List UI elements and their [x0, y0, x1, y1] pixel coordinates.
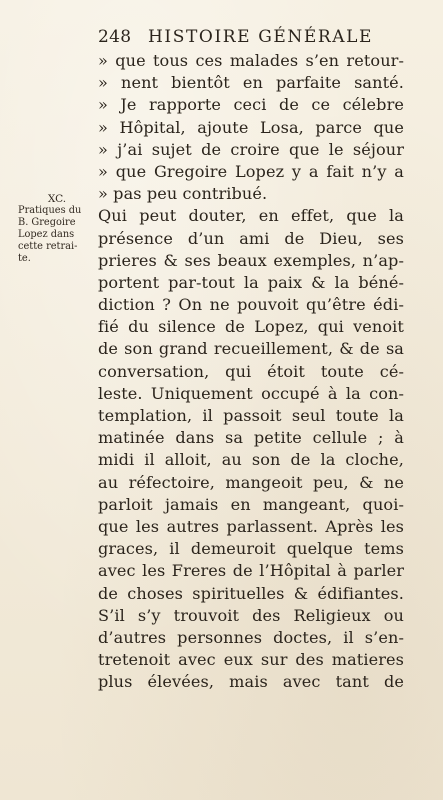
text-line: midi il alloit, au son de la cloche,: [98, 450, 404, 470]
margin-note: [18, 193, 96, 265]
text-line: conversation, qui étoit toute cé-: [98, 361, 404, 381]
text-line: parloit jamais en mangeant, quoi-: [98, 494, 404, 514]
text-line: » nent bientôt en parfaite santé.: [98, 73, 404, 93]
margin-note-line: te.: [18, 253, 31, 264]
margin-note-line: Pratiques du: [18, 205, 82, 216]
margin-note-number: XC.: [47, 193, 67, 205]
text-line: plus élevées, mais avec tant de: [98, 672, 404, 692]
text-line: Qui peut douter, en effet, que la: [98, 206, 404, 226]
text-line: avec les Freres de l’Hôpital à parler: [98, 561, 404, 581]
text-line: » j’ai sujet de croire que le séjour: [98, 139, 404, 159]
text-line: matinée dans sa petite cellule ; à: [98, 428, 404, 448]
text-line: que les autres parlassent. Après les: [98, 516, 404, 536]
text-line: portent par-tout la paix & la béné-: [98, 272, 404, 292]
running-title: HISTOIRE GÉNÉRALE: [148, 27, 374, 47]
page-number: 248: [98, 27, 132, 47]
margin-note-line: cette retrai-: [18, 241, 78, 252]
page-header: [98, 27, 413, 51]
text-line: » pas peu contribué.: [98, 184, 268, 204]
text-line: de choses spirituelles & édifiantes.: [98, 583, 404, 603]
text-line: présence d’un ami de Dieu, ses: [98, 228, 404, 248]
text-line: de son grand recueillement, & de sa: [98, 339, 404, 359]
text-line: » Hôpital, ajoute Losa, parce que: [98, 117, 404, 137]
text-line: » que tous ces malades s’en retour-: [98, 51, 404, 70]
margin-note-line: Lopez dans: [18, 229, 75, 240]
main-text: [98, 50, 404, 693]
text-line: S’il s’y trouvoit des Religieux ou: [98, 605, 404, 625]
text-line: fié du silence de Lopez, qui venoit: [98, 317, 404, 337]
margin-note-line: B. Gregoire: [18, 217, 76, 228]
text-line: graces, il demeuroit quelque tems: [98, 539, 404, 559]
text-line: prieres & ses beaux exemples, n’ap-: [98, 250, 404, 270]
text-line: templation, il passoit seul toute la: [98, 406, 404, 425]
text-line: diction ? On ne pouvoit qu’être édi-: [98, 295, 404, 315]
text-line: » que Gregoire Lopez y a fait n’y a: [98, 161, 404, 181]
text-line: tretenoit avec eux sur des matieres: [98, 650, 404, 670]
text-line: au réfectoire, mangeoit peu, & ne: [98, 472, 404, 492]
text-line: leste. Uniquement occupé à la con-: [98, 383, 404, 403]
text-line: d’autres personnes doctes, il s’en-: [98, 627, 404, 647]
text-line: » Je rapporte ceci de ce célebre: [98, 95, 404, 115]
